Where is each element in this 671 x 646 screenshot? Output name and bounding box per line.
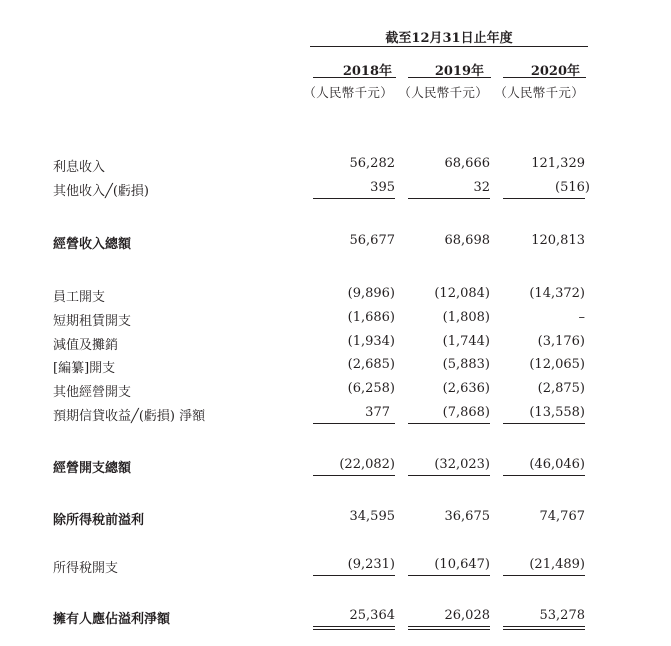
year-2018-header: 2018年 [342, 64, 392, 79]
year-2019-underline [408, 77, 491, 78]
subtotal-rule-income-2018 [313, 198, 395, 199]
cell-redacted-expense-2018: (2,685) [347, 357, 395, 372]
cell-staff-costs-2019: (12,084) [434, 286, 490, 301]
cell-net-profit-2018: 25,364 [349, 608, 395, 623]
subtotal-rule-expenses-2020 [503, 423, 585, 424]
cell-other-operating-2020: (2,875) [537, 381, 585, 396]
subtotal-rule-expenses-2018 [313, 423, 395, 424]
subtotal-rule-tax-2020 [503, 575, 585, 576]
cell-redacted-expense-2019: (5,883) [442, 357, 490, 372]
double-rule-2018 [313, 626, 395, 630]
cell-ecl-2019: (7,868) [442, 405, 490, 420]
cell-total-operating-income-2019: 68,698 [444, 233, 490, 248]
cell-profit-before-tax-2020: 74,767 [539, 509, 585, 524]
cell-profit-before-tax-2018: 34,595 [349, 509, 395, 524]
double-rule-2020 [503, 626, 585, 630]
row-label-other-operating: 其他經營開支 [53, 385, 132, 400]
double-rule-2019 [408, 626, 490, 630]
row-label-income-tax: 所得稅開支 [53, 561, 119, 576]
year-2018-underline [313, 77, 396, 78]
cell-profit-before-tax-2019: 36,675 [444, 509, 490, 524]
cell-income-tax-2018: (9,231) [347, 557, 395, 572]
subtotal-rule-total-expenses-2020 [503, 475, 585, 476]
row-label-profit-before-tax: 除所得稅前溢利 [53, 513, 145, 528]
year-2020-header: 2020年 [530, 64, 580, 79]
cell-other-income-2018: 395 [370, 180, 395, 195]
subtotal-rule-tax-2019 [408, 575, 490, 576]
cell-staff-costs-2020: (14,372) [529, 286, 585, 301]
row-label-short-term-rent: 短期租賃開支 [53, 314, 132, 329]
row-label-net-profit: 擁有人應佔溢利淨額 [53, 612, 171, 627]
cell-total-operating-expenses-2019: (32,023) [434, 457, 490, 472]
cell-short-term-rent-2019: (1,808) [442, 310, 490, 325]
period-underline [310, 46, 588, 47]
cell-ecl-2018: 377 [365, 405, 390, 420]
cell-other-operating-2018: (6,258) [347, 381, 395, 396]
cell-interest-income-2018: 56,282 [349, 156, 395, 171]
subtotal-rule-expenses-2019 [408, 423, 490, 424]
subtotal-rule-tax-2018 [313, 575, 395, 576]
row-label-redacted-expense [53, 357, 115, 376]
cell-depreciation-2018: (1,934) [347, 334, 395, 349]
row-label-total-operating-income: 經營收入總額 [53, 237, 132, 252]
year-2019-header: 2019年 [434, 64, 484, 79]
cell-staff-costs-2018: (9,896) [347, 286, 395, 301]
cell-total-operating-expenses-2020: (46,046) [529, 457, 585, 472]
cell-total-operating-income-2018: 56,677 [349, 233, 395, 248]
unit-2020: （人民幣千元） [494, 85, 584, 100]
cell-total-operating-expenses-2018: (22,082) [339, 457, 395, 472]
cell-total-operating-income-2020: 120,813 [531, 233, 585, 248]
subtotal-rule-total-expenses-2018 [313, 475, 395, 476]
unit-2019: （人民幣千元） [398, 85, 488, 100]
cell-interest-income-2020: 121,329 [531, 156, 585, 171]
subtotal-rule-total-expenses-2019 [408, 475, 490, 476]
cell-ecl-2020: (13,558) [529, 405, 585, 420]
subtotal-rule-income-2020 [503, 198, 585, 199]
subtotal-rule-income-2019 [408, 198, 490, 199]
cell-depreciation-2019: (1,744) [442, 334, 490, 349]
cell-short-term-rent-2018: (1,686) [347, 310, 395, 325]
row-label-staff-costs: 員工開支 [53, 290, 106, 305]
cell-interest-income-2019: 68,666 [444, 156, 490, 171]
cell-short-term-rent-2020: – [578, 310, 585, 325]
cell-income-tax-2019: (10,647) [434, 557, 490, 572]
row-label-interest-income: 利息收入 [53, 160, 106, 175]
year-2020-underline [503, 77, 586, 78]
period-title: 截至12月31日止年度 [385, 31, 513, 46]
unit-2018: （人民幣千元） [303, 85, 393, 100]
redacted-expense-text: [編纂]開支 [53, 361, 116, 376]
row-label-depreciation: 減值及攤銷 [53, 338, 119, 353]
cell-redacted-expense-2020: (12,065) [529, 357, 585, 372]
cell-net-profit-2020: 53,278 [539, 608, 585, 623]
cell-other-income-2019: 32 [473, 180, 490, 195]
row-label-other-income: 其他收入╱(虧損) [53, 184, 149, 199]
cell-depreciation-2020: (3,176) [537, 334, 585, 349]
cell-income-tax-2020: (21,489) [529, 557, 585, 572]
cell-other-income-2020: (516) [555, 180, 590, 195]
row-label-total-operating-expenses: 經營開支總額 [53, 461, 132, 476]
cell-other-operating-2019: (2,636) [442, 381, 490, 396]
row-label-ecl: 預期信貸收益╱(虧損) 淨額 [53, 409, 206, 424]
cell-net-profit-2019: 26,028 [444, 608, 490, 623]
